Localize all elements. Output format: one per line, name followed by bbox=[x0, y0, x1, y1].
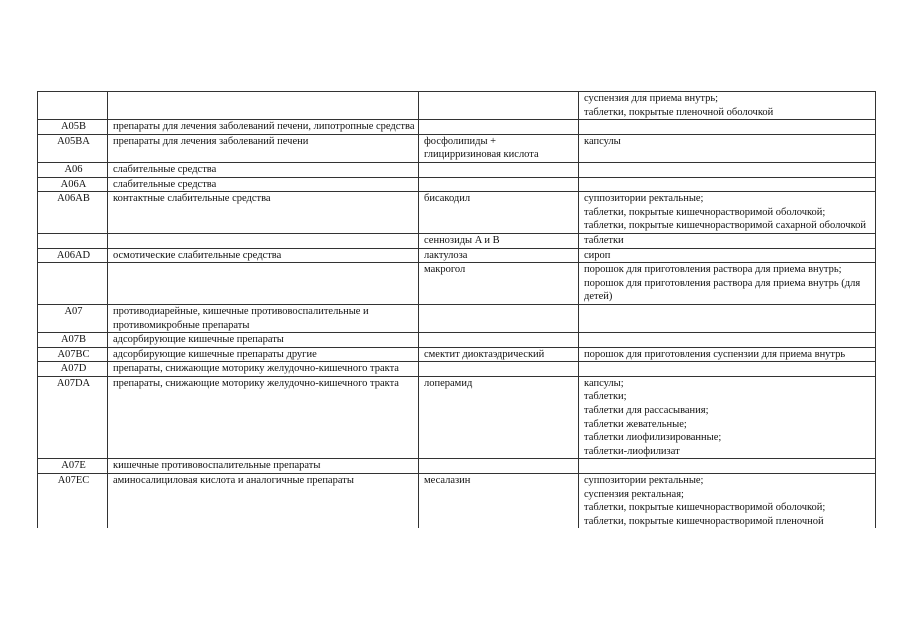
atc-group-name-cell: адсорбирующие кишечные препараты bbox=[108, 333, 419, 348]
dosage-form-line: суспензия для приема внутрь; bbox=[584, 93, 719, 104]
table-row bbox=[38, 263, 876, 305]
dosage-form-cell bbox=[579, 347, 876, 362]
dosage-form-cell bbox=[579, 362, 876, 377]
atc-group-name-cell: кишечные противовоспалительные препараты bbox=[108, 459, 419, 474]
table-row bbox=[38, 304, 876, 332]
dosage-form-cell bbox=[579, 474, 876, 529]
atc-group-name-cell: аминосалициловая кислота и аналогичные препараты bbox=[108, 474, 419, 529]
dosage-form-line: порошок для приготовления раствора для приема внутрь (для детей) bbox=[584, 277, 861, 303]
atc-code-cell: A07 bbox=[38, 304, 108, 332]
dosage-form-cell bbox=[579, 162, 876, 177]
drug-name-cell: лоперамид bbox=[419, 376, 579, 459]
atc-code-cell: A07EC bbox=[38, 474, 108, 529]
dosage-form-cell bbox=[579, 177, 876, 192]
drug-name-cell: лактулоза bbox=[419, 248, 579, 263]
drug-name-cell bbox=[419, 362, 579, 377]
dosage-form-line: таблетки, покрытые кишечнорастворимой сахарной оболочкой bbox=[584, 220, 867, 232]
atc-code-cell: A06AD bbox=[38, 248, 108, 263]
drug-name-cell: месалазин bbox=[419, 474, 579, 529]
table-row bbox=[38, 92, 876, 120]
dosage-form-line: капсулы; bbox=[584, 377, 624, 389]
atc-code-cell: A06AB bbox=[38, 192, 108, 234]
table-row bbox=[38, 120, 876, 135]
dosage-form-line: таблетки; bbox=[584, 391, 627, 403]
dosage-form-cell bbox=[579, 120, 876, 135]
atc-group-name-cell: слабительные средства bbox=[108, 162, 419, 177]
atc-code-cell: A05BA bbox=[38, 134, 108, 162]
drug-name-cell bbox=[419, 333, 579, 348]
dosage-form-cell bbox=[579, 376, 876, 459]
table-row bbox=[38, 459, 876, 474]
table-row bbox=[38, 362, 876, 377]
dosage-form-cell bbox=[579, 459, 876, 474]
dosage-form-cell bbox=[579, 304, 876, 332]
drug-name-cell bbox=[419, 304, 579, 332]
table-row bbox=[38, 233, 876, 248]
dosage-form-line: таблетки лиофилизированные; bbox=[584, 432, 722, 444]
dosage-form-line: таблетки, покрытые кишечнорастворимой оболочкой; bbox=[584, 502, 826, 514]
dosage-form-line: таблетки, покрытые пленочной оболочкой bbox=[584, 106, 774, 118]
atc-group-name-cell: препараты для лечения заболеваний печени bbox=[108, 134, 419, 162]
atc-code-cell: A07E bbox=[38, 459, 108, 474]
dosage-form-line: суппозитории ректальные; bbox=[584, 475, 704, 487]
atc-code-cell: A05B bbox=[38, 120, 108, 135]
dosage-form-line: таблетки жевательные; bbox=[584, 418, 687, 430]
table-row bbox=[38, 177, 876, 192]
table-row bbox=[38, 248, 876, 263]
table-row bbox=[38, 347, 876, 362]
atc-group-name-cell: осмотические слабительные средства bbox=[108, 248, 419, 263]
table-row bbox=[38, 376, 876, 459]
atc-code-cell bbox=[38, 92, 108, 120]
atc-group-name-cell bbox=[108, 92, 419, 120]
dosage-form-line: порошок для приготовления суспензии для приема внутрь bbox=[584, 348, 846, 360]
dosage-form-line: таблетки, покрытые кишечнорастворимой пленочной bbox=[584, 515, 824, 527]
drug-list-table bbox=[37, 91, 876, 528]
atc-code-cell: A07DA bbox=[38, 376, 108, 459]
table-row bbox=[38, 134, 876, 162]
dosage-form-cell bbox=[579, 92, 876, 120]
dosage-form-line: сироп bbox=[584, 249, 611, 261]
dosage-form-cell bbox=[579, 263, 876, 305]
atc-code-cell: A07BC bbox=[38, 347, 108, 362]
table-row bbox=[38, 192, 876, 234]
dosage-form-cell bbox=[579, 134, 876, 162]
drug-name-cell bbox=[419, 459, 579, 474]
dosage-form-line: таблетки, покрытые кишечнорастворимой оболочкой; bbox=[584, 206, 826, 218]
table-body bbox=[38, 92, 876, 529]
atc-group-name-cell: препараты, снижающие моторику желудочно-кишечного тракта bbox=[108, 376, 419, 459]
dosage-form-line: таблетки для рассасывания; bbox=[584, 405, 709, 417]
dosage-form-cell bbox=[579, 333, 876, 348]
drug-name-cell: смектит диоктаэдрический bbox=[419, 347, 579, 362]
atc-group-name-cell: контактные слабительные средства bbox=[108, 192, 419, 234]
dosage-form-line: суспензия ректальная; bbox=[584, 488, 684, 500]
atc-code-cell: A06A bbox=[38, 177, 108, 192]
atc-group-name-cell bbox=[108, 233, 419, 248]
drug-name-cell bbox=[419, 177, 579, 192]
atc-group-name-cell: слабительные средства bbox=[108, 177, 419, 192]
atc-code-cell: A07D bbox=[38, 362, 108, 377]
drug-name-cell bbox=[419, 92, 579, 120]
atc-code-cell: A06 bbox=[38, 162, 108, 177]
dosage-form-cell bbox=[579, 248, 876, 263]
atc-group-name-cell bbox=[108, 263, 419, 305]
drug-name-cell: сеннозиды A и B bbox=[419, 233, 579, 248]
drug-name-cell bbox=[419, 162, 579, 177]
table-row bbox=[38, 162, 876, 177]
dosage-form-line: капсулы bbox=[584, 135, 621, 147]
table-row bbox=[38, 474, 876, 529]
atc-code-cell bbox=[38, 263, 108, 305]
table-row bbox=[38, 333, 876, 348]
dosage-form-line: порошок для приготовления раствора для приема внутрь; bbox=[584, 264, 842, 276]
atc-group-name-cell: адсорбирующие кишечные препараты другие bbox=[108, 347, 419, 362]
dosage-form-cell bbox=[579, 192, 876, 234]
atc-code-cell bbox=[38, 233, 108, 248]
drug-name-cell: макрогол bbox=[419, 263, 579, 305]
dosage-form-cell bbox=[579, 233, 876, 248]
drug-name-cell bbox=[419, 120, 579, 135]
drug-name-cell: фосфолипиды + глицирризиновая кислота bbox=[419, 134, 579, 162]
atc-group-name-cell: противодиарейные, кишечные противовоспалительные и противомикробные препараты bbox=[108, 304, 419, 332]
dosage-form-line: суппозитории ректальные; bbox=[584, 193, 704, 205]
dosage-form-line: таблетки-лиофилизат bbox=[584, 445, 680, 457]
atc-group-name-cell: препараты для лечения заболеваний печени, липотропные средства bbox=[108, 120, 419, 135]
drug-name-cell: бисакодил bbox=[419, 192, 579, 234]
atc-code-cell: A07B bbox=[38, 333, 108, 348]
dosage-form-line: таблетки bbox=[584, 234, 624, 246]
atc-group-name-cell: препараты, снижающие моторику желудочно-кишечного тракта bbox=[108, 362, 419, 377]
